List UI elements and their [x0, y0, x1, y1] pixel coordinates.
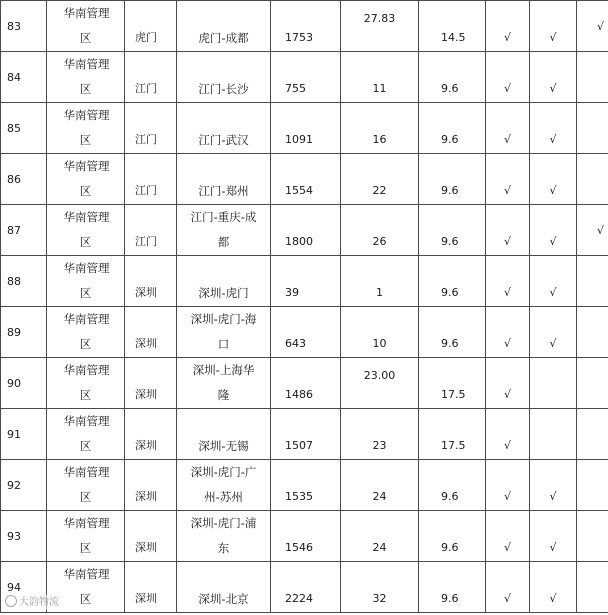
distance-value: 39	[285, 286, 299, 299]
region-text: 华南管理	[63, 363, 110, 377]
row-number-cell	[1, 52, 47, 103]
check-cell	[486, 205, 530, 256]
distance-cell	[271, 358, 341, 409]
checkmark-icon	[577, 154, 608, 170]
row-number: 85	[7, 121, 21, 135]
route-text: 口	[217, 337, 230, 351]
route-text: 东	[217, 541, 230, 555]
route-text: 深圳-上海华	[192, 363, 255, 377]
distance-value: 643	[285, 337, 306, 350]
check-cell	[577, 205, 608, 256]
price-value: 17.5	[441, 439, 466, 452]
route-text: 隆	[217, 388, 230, 402]
check-cell	[486, 409, 530, 460]
price-value: 9.6	[441, 184, 459, 197]
checkmark-icon: √	[503, 31, 511, 44]
origin-text: 虎门	[135, 31, 157, 44]
price-value: 9.6	[441, 490, 459, 503]
checkmark-icon	[577, 307, 608, 323]
row-number: 94	[7, 580, 21, 594]
origin-cell	[125, 154, 177, 205]
checkmark-icon: √	[503, 133, 511, 146]
table-body	[1, 1, 608, 613]
region-cell	[47, 409, 125, 460]
row-number: 83	[7, 19, 21, 33]
origin-text: 江门	[135, 133, 157, 146]
route-text: 深圳-虎门	[198, 286, 249, 300]
origin-cell	[125, 205, 177, 256]
table-row	[1, 562, 608, 613]
hours-value: 16	[372, 133, 387, 146]
checkmark-icon: √	[503, 490, 511, 503]
route-cell	[177, 562, 271, 613]
checkmark-icon: √	[549, 133, 557, 146]
route-cell	[177, 409, 271, 460]
table-row	[1, 460, 608, 511]
price-value: 9.6	[441, 286, 459, 299]
route-text: 虎门-成都	[198, 31, 249, 45]
table-row	[1, 1, 608, 52]
distance-value: 1507	[285, 439, 313, 452]
check-cell	[577, 511, 608, 562]
region-text: 华南管理	[63, 312, 110, 326]
row-number-cell	[1, 205, 47, 256]
region-cell	[47, 256, 125, 307]
check-cell	[530, 103, 577, 154]
region-text: 华南管理	[63, 261, 110, 275]
origin-cell	[125, 358, 177, 409]
region-text: 区	[79, 31, 92, 45]
checkmark-icon: √	[549, 31, 557, 44]
origin-cell	[125, 511, 177, 562]
region-text: 区	[79, 541, 92, 555]
region-cell	[47, 358, 125, 409]
region-cell	[47, 511, 125, 562]
origin-text: 深圳	[135, 388, 157, 401]
table-row	[1, 307, 608, 358]
checkmark-icon: √	[549, 541, 557, 554]
region-cell	[47, 307, 125, 358]
checkmark-icon: √	[503, 184, 511, 197]
origin-cell	[125, 562, 177, 613]
row-number: 91	[7, 427, 21, 441]
check-cell	[486, 562, 530, 613]
hours-cell	[341, 307, 419, 358]
watermark	[2, 595, 62, 610]
check-cell	[530, 1, 577, 52]
check-cell	[530, 154, 577, 205]
checkmark-icon: √	[549, 235, 557, 248]
checkmark-icon: √	[503, 235, 511, 248]
check-cell	[577, 562, 608, 613]
hours-value: 23.00	[363, 369, 396, 382]
watermark-text: 大韵物流	[19, 597, 59, 608]
origin-text: 深圳	[135, 439, 157, 452]
check-cell	[530, 307, 577, 358]
route-text: 江门-郑州	[198, 184, 249, 198]
checkmark-icon: √	[549, 490, 557, 503]
check-cell	[530, 460, 577, 511]
region-text: 华南管理	[63, 57, 110, 71]
table-row	[1, 52, 608, 103]
route-cell	[177, 103, 271, 154]
price-cell	[419, 103, 486, 154]
hours-value: 24	[372, 541, 387, 554]
region-cell	[47, 154, 125, 205]
checkmark-icon	[577, 358, 608, 374]
row-number-cell	[1, 511, 47, 562]
price-cell	[419, 52, 486, 103]
hours-cell	[341, 511, 419, 562]
checkmark-icon: √	[596, 20, 604, 33]
price-cell	[419, 511, 486, 562]
row-number-cell	[1, 103, 47, 154]
row-number-cell	[1, 409, 47, 460]
origin-cell	[125, 52, 177, 103]
region-text: 区	[79, 388, 92, 402]
route-text: 江门-长沙	[198, 82, 249, 96]
price-value: 9.6	[441, 133, 459, 146]
distance-value: 2224	[285, 592, 313, 605]
price-cell	[419, 1, 486, 52]
price-cell	[419, 358, 486, 409]
checkmark-icon	[577, 409, 608, 425]
route-text: 深圳-无锡	[198, 439, 249, 453]
distance-cell	[271, 154, 341, 205]
region-cell	[47, 52, 125, 103]
check-cell	[530, 205, 577, 256]
distance-value: 1546	[285, 541, 313, 554]
check-cell	[577, 460, 608, 511]
check-cell	[486, 1, 530, 52]
check-cell	[577, 1, 608, 52]
region-cell	[47, 205, 125, 256]
hours-cell	[341, 256, 419, 307]
region-text: 区	[79, 133, 92, 147]
route-text: 江门-武汉	[198, 133, 249, 147]
check-cell	[577, 358, 608, 409]
origin-text: 深圳	[135, 286, 157, 299]
price-cell	[419, 256, 486, 307]
checkmark-icon: √	[596, 224, 604, 237]
origin-text: 深圳	[135, 337, 157, 350]
region-cell	[47, 103, 125, 154]
route-cell	[177, 205, 271, 256]
distance-value: 1091	[285, 133, 313, 146]
origin-cell	[125, 307, 177, 358]
row-number: 93	[7, 529, 21, 543]
region-text: 华南管理	[63, 516, 110, 530]
region-text: 华南管理	[63, 210, 110, 224]
check-cell	[530, 409, 577, 460]
price-cell	[419, 205, 486, 256]
route-text: 深圳-虎门-广	[190, 465, 257, 479]
checkmark-icon: √	[549, 82, 557, 95]
distance-cell	[271, 1, 341, 52]
route-cell	[177, 256, 271, 307]
table-row	[1, 205, 608, 256]
hours-cell	[341, 1, 419, 52]
table-row	[1, 154, 608, 205]
table-row	[1, 103, 608, 154]
distance-cell	[271, 52, 341, 103]
hours-cell	[341, 52, 419, 103]
origin-cell	[125, 1, 177, 52]
hours-value: 23	[372, 439, 387, 452]
check-cell	[530, 52, 577, 103]
region-text: 区	[79, 184, 92, 198]
origin-text: 深圳	[135, 490, 157, 503]
table-row	[1, 256, 608, 307]
distance-value: 755	[285, 82, 306, 95]
route-text: 都	[217, 235, 230, 249]
row-number: 92	[7, 478, 21, 492]
distance-cell	[271, 562, 341, 613]
checkmark-icon: √	[549, 592, 557, 605]
distance-cell	[271, 460, 341, 511]
origin-cell	[125, 256, 177, 307]
route-text: 深圳-虎门-海	[190, 312, 257, 326]
table-row	[1, 409, 608, 460]
region-text: 华南管理	[63, 108, 110, 122]
distance-cell	[271, 256, 341, 307]
check-cell	[577, 256, 608, 307]
route-cell	[177, 358, 271, 409]
region-text: 华南管理	[63, 567, 110, 581]
region-text: 区	[79, 235, 92, 249]
row-number-cell	[1, 307, 47, 358]
region-cell	[47, 460, 125, 511]
distance-value: 1535	[285, 490, 313, 503]
region-text: 华南管理	[63, 465, 110, 479]
distance-cell	[271, 307, 341, 358]
hours-value: 11	[372, 82, 387, 95]
checkmark-icon	[577, 460, 608, 476]
origin-text: 江门	[135, 82, 157, 95]
region-text: 区	[79, 337, 92, 351]
check-cell	[530, 358, 577, 409]
row-number-cell	[1, 1, 47, 52]
table-row	[1, 511, 608, 562]
distance-value: 1753	[285, 31, 313, 44]
price-cell	[419, 307, 486, 358]
check-cell	[486, 256, 530, 307]
price-value: 9.6	[441, 235, 459, 248]
origin-cell	[125, 460, 177, 511]
check-cell	[486, 511, 530, 562]
distance-cell	[271, 205, 341, 256]
region-text: 区	[79, 592, 92, 606]
check-cell	[486, 460, 530, 511]
region-text: 华南管理	[63, 414, 110, 428]
row-number: 86	[7, 172, 21, 186]
check-cell	[577, 307, 608, 358]
check-cell	[530, 511, 577, 562]
route-cell	[177, 460, 271, 511]
distance-value: 1800	[285, 235, 313, 248]
price-cell	[419, 562, 486, 613]
hours-cell	[341, 460, 419, 511]
route-text: 江门-重庆-成	[190, 210, 257, 224]
check-cell	[577, 103, 608, 154]
hours-value: 26	[372, 235, 387, 248]
hours-value: 24	[372, 490, 387, 503]
hours-value: 10	[372, 337, 387, 350]
origin-cell	[125, 409, 177, 460]
check-cell	[486, 358, 530, 409]
hours-cell	[341, 103, 419, 154]
row-number: 90	[7, 376, 21, 390]
checkmark-icon	[577, 511, 608, 527]
checkmark-icon: √	[503, 388, 511, 401]
region-text: 区	[79, 286, 92, 300]
check-cell	[577, 52, 608, 103]
row-number-cell	[1, 256, 47, 307]
price-value: 14.5	[441, 31, 466, 44]
check-cell	[486, 154, 530, 205]
price-value: 9.6	[441, 541, 459, 554]
route-text: 深圳-北京	[198, 592, 249, 606]
row-number-cell	[1, 154, 47, 205]
row-number-cell	[1, 460, 47, 511]
checkmark-icon: √	[503, 592, 511, 605]
distance-cell	[271, 409, 341, 460]
price-value: 9.6	[441, 82, 459, 95]
checkmark-icon	[577, 103, 608, 119]
check-cell	[530, 562, 577, 613]
hours-value: 22	[372, 184, 387, 197]
check-cell	[577, 154, 608, 205]
row-number: 84	[7, 70, 21, 84]
checkmark-icon	[577, 562, 608, 578]
checkmark-icon: √	[503, 541, 511, 554]
price-value: 9.6	[441, 337, 459, 350]
check-cell	[530, 256, 577, 307]
row-number: 88	[7, 274, 21, 288]
route-cell	[177, 52, 271, 103]
price-cell	[419, 460, 486, 511]
distance-value: 1554	[285, 184, 313, 197]
hours-cell	[341, 562, 419, 613]
checkmark-icon: √	[503, 439, 511, 452]
route-cell	[177, 1, 271, 52]
distance-cell	[271, 511, 341, 562]
route-cell	[177, 307, 271, 358]
price-cell	[419, 409, 486, 460]
route-cell	[177, 154, 271, 205]
distance-cell	[271, 103, 341, 154]
check-cell	[486, 103, 530, 154]
check-cell	[577, 409, 608, 460]
row-number-cell	[1, 358, 47, 409]
price-cell	[419, 154, 486, 205]
origin-cell	[125, 103, 177, 154]
table-row	[1, 358, 608, 409]
row-number: 87	[7, 223, 21, 237]
region-text: 华南管理	[63, 6, 110, 20]
hours-cell	[341, 409, 419, 460]
origin-text: 江门	[135, 235, 157, 248]
region-text: 区	[79, 82, 92, 96]
check-cell	[486, 52, 530, 103]
route-cell	[177, 511, 271, 562]
distance-value: 1486	[285, 388, 313, 401]
price-value: 9.6	[441, 592, 459, 605]
hours-value: 27.83	[363, 12, 396, 25]
region-text: 区	[79, 490, 92, 504]
origin-text: 江门	[135, 184, 157, 197]
checkmark-icon: √	[503, 82, 511, 95]
row-number: 89	[7, 325, 21, 339]
region-text: 区	[79, 439, 92, 453]
origin-text: 深圳	[135, 541, 157, 554]
hours-cell	[341, 154, 419, 205]
region-cell	[47, 1, 125, 52]
origin-text: 深圳	[135, 592, 157, 605]
hours-value: 32	[372, 592, 387, 605]
price-value: 17.5	[441, 388, 466, 401]
checkmark-icon	[577, 256, 608, 272]
hours-cell	[341, 205, 419, 256]
checkmark-icon	[577, 52, 608, 68]
checkmark-icon: √	[549, 184, 557, 197]
checkmark-icon: √	[549, 286, 557, 299]
check-cell	[486, 307, 530, 358]
route-text: 州-苏州	[204, 490, 243, 504]
checkmark-icon: √	[503, 337, 511, 350]
watermark-logo-icon	[5, 595, 17, 607]
hours-value: 1	[376, 286, 383, 299]
hours-cell	[341, 358, 419, 409]
region-text: 华南管理	[63, 159, 110, 173]
route-text: 深圳-虎门-浦	[190, 516, 257, 530]
checkmark-icon: √	[503, 286, 511, 299]
checkmark-icon: √	[549, 337, 557, 350]
